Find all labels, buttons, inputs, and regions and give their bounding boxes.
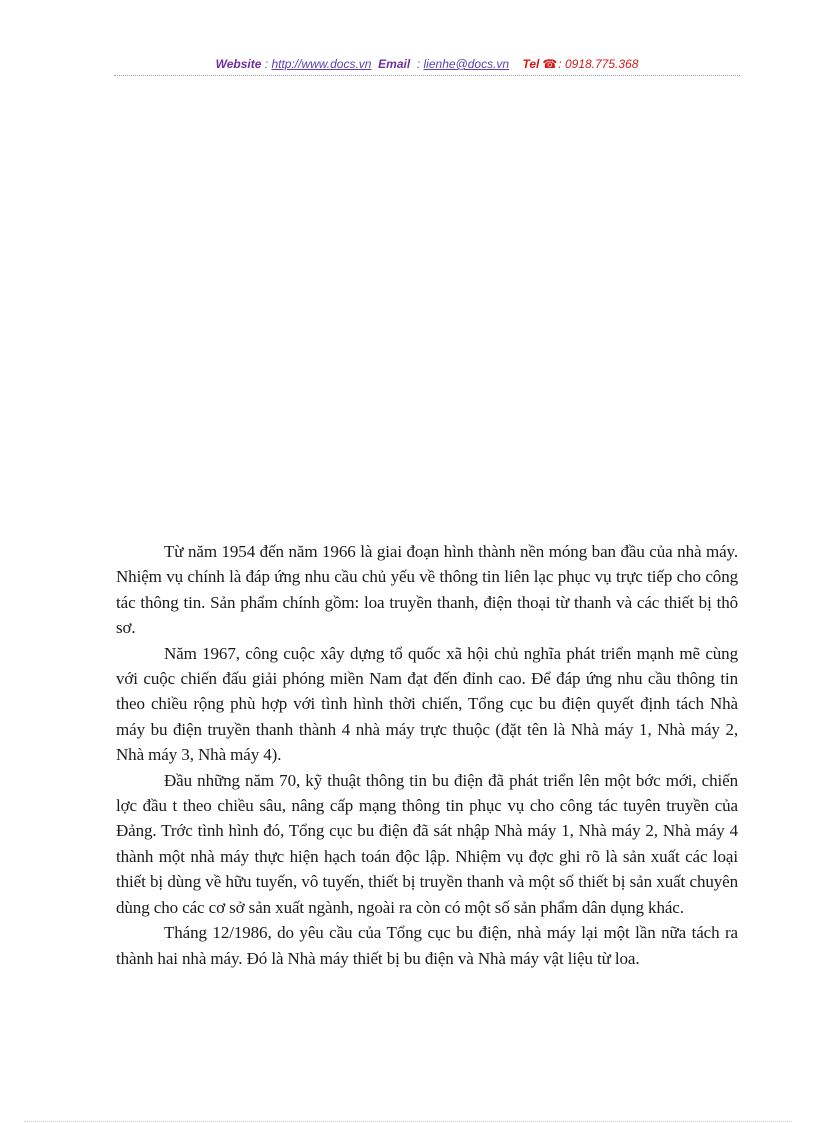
- page-header: [114, 57, 740, 71]
- tel-number: : 0918.775.368: [558, 57, 639, 71]
- paragraph-3: Đầu những năm 70, kỹ thuật thông tin bu điện đã phát triển lên một bớc mới, chiến lợc đầu t theo chiều sâu, nâng cấp mạng thông tin phục vụ cho công tác tuyên truyền của Đảng. Trớc tình hình đó, Tổng cục bu điện đã sát nhập Nhà máy 1, Nhà máy 2, Nhà máy 4 thành một nhà máy thực hiện hạch toán độc lập. Nhiệm vụ đợc ghi rõ là sản xuất các loại thiết bị dùng về hữu tuyến, vô tuyến, thiết bị truyền thanh và một số thiết bị sản xuất chuyên dùng cho các cơ sở sản xuất ngành, ngoài ra còn có một số sản phẩm dân dụng khác.: [116, 770, 738, 917]
- email-separator: :: [410, 57, 424, 71]
- website-label: Website: [215, 57, 262, 71]
- footer-divider: [24, 1121, 792, 1122]
- paragraph-2: Năm 1967, công cuộc xây dựng tổ quốc xã hội chủ nghĩa phát triển mạnh mẽ cùng với cuộc chiến đấu giải phóng miền Nam đạt đến đỉnh cao. Để đáp ứng nhu cầu thông tin theo chiều rộng phù hợp với tình hình thời chiến, Tổng cục bu điện quyết định tách Nhà máy bu điện truyền thanh thành 4 nhà máy trực thuộc (đặt tên là Nhà máy 1, Nhà máy 2, Nhà máy 3, Nhà máy 4).: [116, 643, 738, 765]
- paragraph-4: Tháng 12/1986, do yêu cầu của Tổng cục bu điện, nhà máy lại một lần nữa tách ra thành hai nhà máy. Đó là Nhà máy thiết bị bu điện và Nhà máy vật liệu từ loa.: [116, 923, 738, 968]
- tel-label: Tel: [522, 57, 540, 71]
- header-divider: [114, 75, 740, 76]
- email-link[interactable]: lienhe@docs.vn: [423, 57, 510, 71]
- email-label: Email: [378, 57, 411, 71]
- paragraph-1: Từ năm 1954 đến năm 1966 là giai đoạn hình thành nền móng ban đầu của nhà máy. Nhiệm vụ chính là đáp ứng nhu cầu chủ yếu về thông tin liên lạc phục vụ trực tiếp cho công tác thông tin. Sản phẩm chính gồm: loa truyền thanh, điện thoại từ thanh và các thiết bị thô sơ.: [116, 542, 738, 638]
- document-body: [116, 539, 738, 971]
- website-link[interactable]: http://www.docs.vn: [271, 57, 372, 71]
- website-separator: :: [261, 57, 272, 71]
- phone-icon: ☎: [542, 57, 558, 71]
